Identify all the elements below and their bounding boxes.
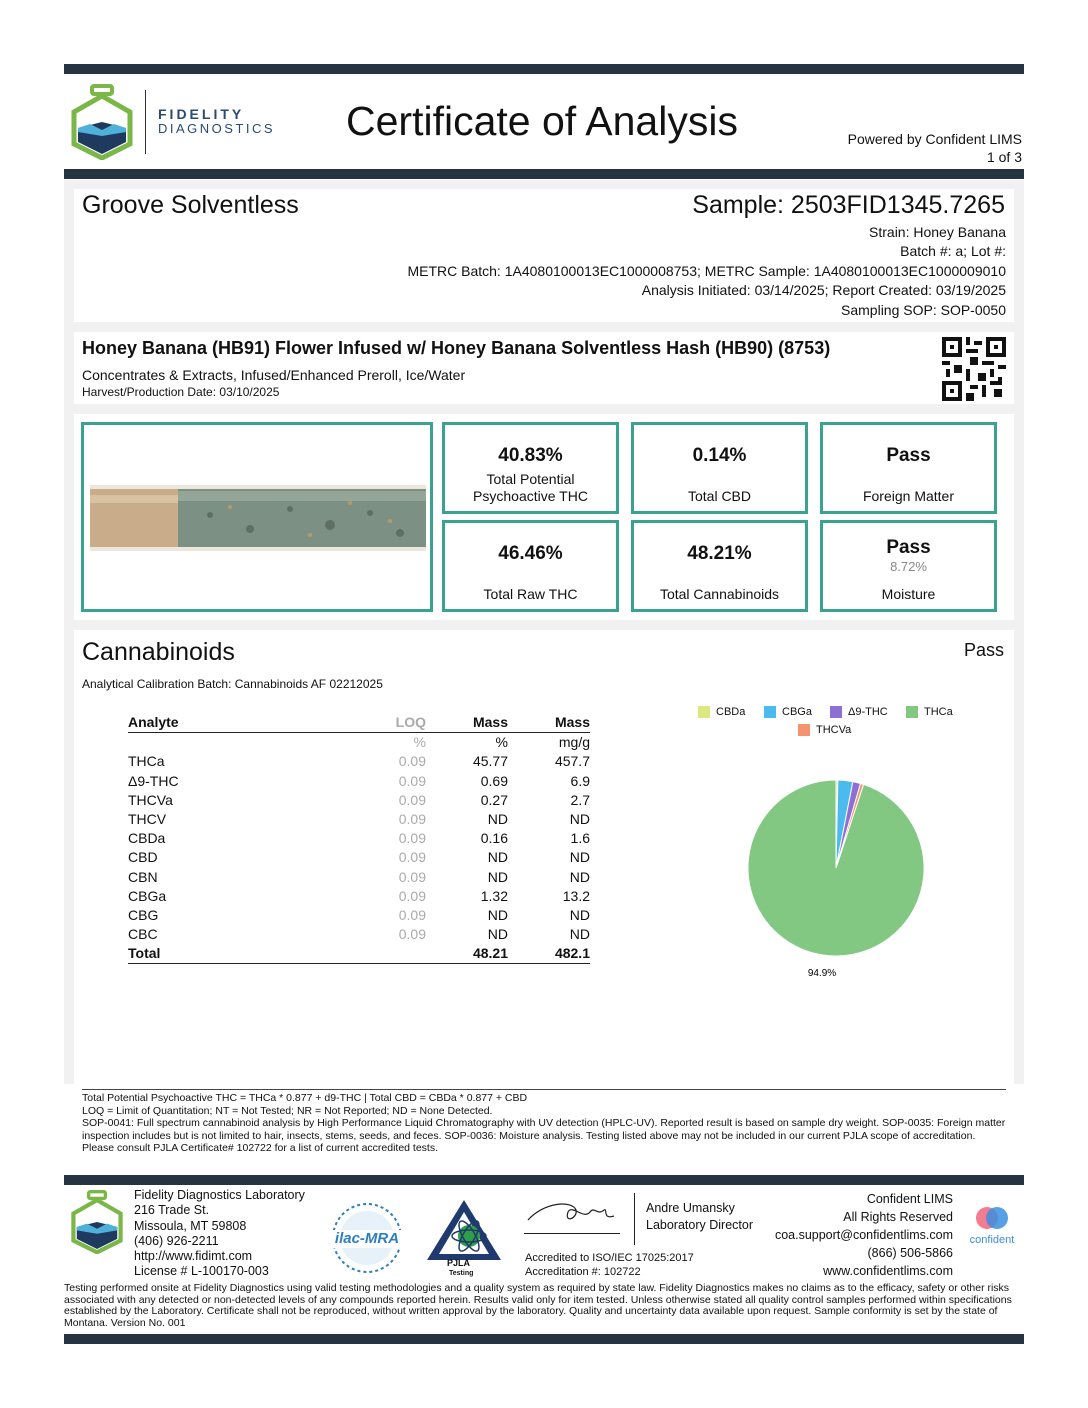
- header-analyte: Analyte: [128, 713, 228, 733]
- confident-email[interactable]: coa.support@confidentlims.com: [774, 1228, 953, 1242]
- analyte-cell: CBN: [128, 868, 158, 885]
- legend-item: [698, 706, 745, 718]
- cannabinoids-title: Cannabinoids: [82, 638, 235, 666]
- table-row: [128, 848, 590, 867]
- header-mass-mg: Mass: [508, 713, 590, 733]
- analyte-cell: CBDa: [128, 830, 166, 847]
- table-row: [128, 887, 590, 906]
- accreditation-iso: Accredited to ISO/IEC 17025:2017: [525, 1252, 694, 1264]
- loq-cell: 0.09: [398, 830, 426, 847]
- signature-line: [524, 1233, 620, 1234]
- page-number: 1 of 3: [986, 149, 1022, 165]
- tile-foreign-matter: [820, 422, 997, 514]
- raw-thc-label: Total Raw THC: [483, 586, 578, 602]
- table-row: [128, 791, 590, 810]
- signature: [524, 1196, 624, 1230]
- sample-id: Sample: 2503FID1345.7265: [692, 191, 1005, 219]
- lab-address: [134, 1188, 305, 1280]
- table-row: [128, 752, 590, 771]
- total-cbd-value: 0.14%: [692, 445, 747, 466]
- tile-total-thc: [442, 422, 619, 514]
- foreign-matter-value: Pass: [886, 445, 931, 466]
- legend-label: CBGa: [782, 706, 812, 718]
- tile-total-cbd: [631, 422, 808, 514]
- analyte-cell: THCa: [128, 753, 165, 770]
- cannabinoids-status: Pass: [963, 640, 1004, 660]
- note-loq: LOQ = Limit of Quantitation; NT = Not Tested; NR = Not Reported; ND = None Detected.: [82, 1104, 493, 1117]
- mass-mg-cell: 2.7: [570, 791, 590, 808]
- analyte-cell: CBC: [128, 926, 158, 943]
- table-row: [128, 810, 590, 829]
- harvest-date: Harvest/Production Date: 03/10/2025: [82, 385, 280, 399]
- signer-name: Andre Umansky: [646, 1201, 735, 1215]
- chart-legend: [690, 706, 990, 746]
- unit-mass-mg: mg/g: [558, 734, 590, 751]
- moisture-value: Pass: [886, 537, 931, 558]
- lab-phone: (406) 926-2211: [134, 1233, 219, 1248]
- lab-license: License # L-100170-003: [134, 1264, 269, 1279]
- table-row: [128, 925, 590, 944]
- confident-rights: All Rights Reserved: [843, 1210, 953, 1224]
- mass-pct-cell: ND: [487, 906, 508, 923]
- table-header: [128, 713, 590, 733]
- raw-thc-value: 46.46%: [498, 543, 563, 564]
- calibration-batch: Analytical Calibration Batch: Cannabinoids AF 02212025: [82, 677, 383, 691]
- loq-cell: 0.09: [398, 868, 426, 885]
- ilac-mra-logo: [328, 1200, 406, 1276]
- total-cannabinoids-label: Total Cannabinoids: [659, 586, 780, 602]
- total-mass-mg: 482.1: [508, 944, 590, 964]
- total-row: [128, 944, 590, 964]
- analyte-cell: CBGa: [128, 887, 167, 904]
- legend-item: [830, 706, 888, 718]
- legend-swatch: [798, 724, 810, 736]
- mass-mg-cell: 13.2: [562, 887, 590, 904]
- total-cbd-label: Total CBD: [687, 488, 752, 504]
- loq-cell: 0.09: [398, 926, 426, 943]
- lab-city: Missoula, MT 59808: [134, 1218, 247, 1233]
- product-image: [90, 485, 426, 551]
- signature-divider: [634, 1193, 635, 1245]
- table-row: [128, 829, 590, 848]
- logo-divider: [145, 90, 146, 154]
- dates: Analysis Initiated: 03/14/2025; Report Created: 03/19/2025: [641, 282, 1006, 299]
- tile-moisture: [820, 520, 997, 612]
- loq-cell: 0.09: [398, 772, 426, 789]
- unit-analyte: [128, 733, 228, 753]
- analyte-cell: THCV: [128, 811, 167, 828]
- note-formula: Total Potential Psychoactive THC = THCa * 0.877 + d9-THC | Total CBD = CBDa * 0.877 + CBD: [82, 1092, 528, 1104]
- table-row: [128, 868, 590, 887]
- header-mass-pct: Mass: [426, 713, 508, 733]
- notes-rule: [82, 1089, 1006, 1090]
- product-image-frame: [81, 422, 433, 612]
- footer-logo: [70, 1190, 124, 1254]
- table-row: [128, 906, 590, 925]
- product-category: Concentrates & Extracts, Infused/Enhanced Preroll, Ice/Water: [82, 367, 466, 383]
- disclaimer: Testing performed onsite at Fidelity Diagnostics using valid testing methodologies and a quality system as required by state law. Fidelity Diagnostics makes no claims as to the efficacy, safety or other risks associated with any detected or non-detected levels of any compounds reported herein. Results valid only for item tested. Unless otherwise stated all quality control samples performed within specifications established by the Laboratory. Certificate shall not be reproduced, without written approval by the laboratory. Quality and uncertainty data available upon request. Sample conformity is set by the state of Montana. Version No. 001: [64, 1282, 1012, 1330]
- mass-pct-cell: ND: [487, 926, 508, 943]
- mass-mg-cell: ND: [569, 868, 590, 885]
- analyte-cell: THCVa: [128, 791, 173, 808]
- legend-swatch: [764, 706, 776, 718]
- sample-meta: [407, 223, 1006, 320]
- client-name: Groove Solventless: [82, 191, 299, 219]
- metrc: METRC Batch: 1A4080100013EC1000008753; METRC Sample: 1A4080100013EC1000009010: [407, 262, 1006, 279]
- logo-text-diagnostics: DIAGNOSTICS: [158, 121, 276, 136]
- mass-mg-cell: 1.6: [570, 830, 590, 847]
- sampling-sop: Sampling SOP: SOP-0050: [841, 301, 1006, 318]
- legend-item: [798, 724, 851, 736]
- tile-total-raw-thc: [442, 520, 619, 612]
- loq-cell: 0.09: [398, 791, 426, 808]
- qr-code[interactable]: [942, 337, 1006, 401]
- lab-website[interactable]: http://www.fidimt.com: [134, 1249, 253, 1264]
- mass-pct-cell: ND: [487, 868, 508, 885]
- analyte-cell: CBG: [128, 906, 159, 923]
- legend-swatch: [698, 706, 710, 718]
- note-methods: SOP-0041: Full spectrum cannabinoid analysis by High Performance Liquid Chromatography with UV detection (HPLC-UV). Reported result is based on sample dry weight. SOP-0035: Foreign matter inspection includes but is not limited to hair, insects, stems, seeds, and feces. SOP-0036: Moisture analysis. Testing listed above may not be included in our current PJLA scope of accreditation. Please consult PJLA Certificate# 102722 for a list of current accredited tests.: [82, 1117, 1006, 1154]
- top-bar: [64, 64, 1024, 74]
- legend-swatch: [906, 706, 918, 718]
- mass-pct-cell: 0.16: [480, 830, 508, 847]
- cannabinoid-pie-chart: [716, 748, 956, 988]
- pjla-text: PJLA: [447, 1258, 471, 1268]
- total-thc-value: 40.83%: [498, 445, 563, 466]
- confident-website[interactable]: www.confidentlims.com: [823, 1264, 953, 1278]
- units-row: [128, 733, 590, 753]
- mass-mg-cell: 6.9: [570, 772, 590, 789]
- mass-mg-cell: ND: [569, 926, 590, 943]
- legend-item: [906, 706, 953, 718]
- total-loq: [228, 944, 426, 964]
- ilac-mra-text: ilac-MRA: [334, 1230, 400, 1247]
- loq-cell: 0.09: [398, 906, 426, 923]
- confident-name: Confident LIMS: [866, 1192, 953, 1206]
- legend-label: CBDa: [716, 706, 746, 718]
- bottom-bar: [64, 1334, 1024, 1344]
- batch: Batch #: a; Lot #:: [900, 243, 1006, 260]
- page-title: Certificate of Analysis: [346, 98, 738, 144]
- pie-data-label-thca: 94.9%: [807, 968, 837, 979]
- strain: Strain: Honey Banana: [869, 224, 1006, 240]
- loq-cell: 0.09: [398, 887, 426, 904]
- foreign-matter-label: Foreign Matter: [862, 488, 955, 504]
- notes: [82, 1092, 1006, 1155]
- mass-mg-cell: 457.7: [554, 753, 590, 770]
- total-mass-pct: 48.21: [426, 944, 508, 964]
- powered-by: Powered by Confident LIMS: [847, 131, 1022, 147]
- analyte-cell: CBD: [128, 849, 158, 866]
- lab-street: 216 Trade St.: [134, 1203, 210, 1218]
- legend-label: THCa: [924, 706, 953, 718]
- confident-info: [775, 1190, 953, 1280]
- loq-cell: 0.09: [398, 849, 426, 866]
- pjla-logo: [425, 1198, 503, 1282]
- unit-loq: %: [413, 734, 426, 751]
- tile-total-cannabinoids: [631, 520, 808, 612]
- legend-label: Δ9-THC: [848, 706, 888, 718]
- cannabinoids-table: [128, 713, 590, 964]
- fidelity-logo: [70, 84, 134, 160]
- loq-cell: 0.09: [398, 811, 426, 828]
- mass-pct-cell: 1.32: [480, 887, 508, 904]
- mass-pct-cell: 45.77: [472, 753, 508, 770]
- signer-title: Laboratory Director: [646, 1218, 753, 1232]
- mass-pct-cell: 0.27: [480, 791, 508, 808]
- confident-phone: (866) 506-5866: [867, 1246, 953, 1260]
- confident-logo-text: confident: [969, 1234, 1015, 1246]
- legend-item: [764, 706, 812, 718]
- mass-mg-cell: ND: [569, 849, 590, 866]
- confident-logo: [964, 1202, 1020, 1250]
- header-loq: LOQ: [228, 713, 426, 733]
- moisture-percent: 8.72%: [890, 559, 927, 574]
- unit-mass-pct: %: [495, 734, 508, 751]
- mass-mg-cell: ND: [569, 906, 590, 923]
- mass-pct-cell: 0.69: [480, 772, 508, 789]
- total-cannabinoids-value: 48.21%: [687, 543, 752, 564]
- table-row: [128, 772, 590, 791]
- total-thc-label: Total Potential Psychoactive THC: [473, 471, 588, 504]
- total-label: Total: [128, 944, 228, 964]
- product-name: Honey Banana (HB91) Flower Infused w/ Honey Banana Solventless Hash (HB90) (8753): [82, 338, 831, 358]
- mass-mg-cell: ND: [569, 811, 590, 828]
- accreditation-number: Accreditation #: 102722: [525, 1266, 641, 1278]
- analyte-cell: Δ9-THC: [128, 772, 179, 789]
- pjla-testing: Testing: [449, 1270, 474, 1277]
- header-bottom-bar: [64, 169, 1024, 179]
- legend-label: THCVa: [816, 724, 852, 736]
- loq-cell: 0.09: [398, 753, 426, 770]
- lab-name: Fidelity Diagnostics Laboratory: [134, 1188, 305, 1202]
- legend-swatch: [830, 706, 842, 718]
- mass-pct-cell: ND: [487, 811, 508, 828]
- logo-text-fidelity: FIDELITY: [158, 106, 245, 122]
- moisture-label: Moisture: [881, 586, 936, 602]
- footer-top-bar: [64, 1175, 1024, 1185]
- mass-pct-cell: ND: [487, 849, 508, 866]
